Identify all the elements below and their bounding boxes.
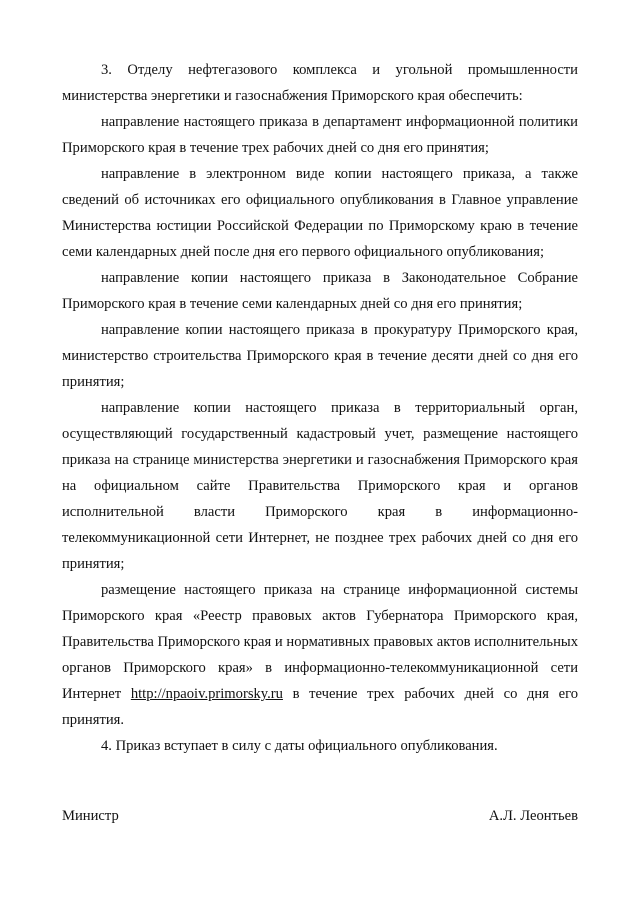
signature-position: Министр — [62, 808, 119, 824]
document-body — [62, 57, 578, 759]
paragraph-prosecutor: направление копии настоящего приказа в прокуратуру Приморского края, министерство строительства Приморского края в течение десяти дней со дня его принятия; — [62, 322, 578, 390]
paragraph-item-4: 4. Приказ вступает в силу с даты официального опубликования. — [101, 738, 498, 754]
paragraph-justice-ministry: направление в электронном виде копии настоящего приказа, а также сведений об источниках его официального опубликования в Главное управление Министерства юстиции Российской Федерации по Приморскому краю в течение семи календарных дней после дня его первого официального опубликования; — [62, 166, 578, 260]
paragraph-info-policy: направление настоящего приказа в департамент информационной политики Приморского края в течение трех рабочих дней со дня его принятия; — [62, 114, 578, 156]
registry-text-after-link: в течение трех рабочих дней со дня его принятия. — [62, 686, 578, 728]
registry-text-before-link: размещение настоящего приказа на странице информационной системы Приморского края «Реестр правовых актов Губернатора Приморского края, Правительства Приморского края и нормативных правовых актов исполнительных органов Приморского края» в информационно-телекоммуникационной сети Интернет — [62, 582, 578, 702]
paragraph-registry — [62, 577, 578, 733]
registry-link[interactable]: http://npaoiv.primorsky.ru — [130, 686, 283, 702]
paragraph-cadastral: направление копии настоящего приказа в территориальный орган, осуществляющий государственный кадастровый учет, размещение настоящего приказа на странице министерства энергетики и газоснабжения Приморского края на официальном сайте Правительства Приморского края и органов исполнительной власти Приморского края в информационно-телекоммуникационной сети Интернет, не позднее трех рабочих дней со дня его принятия; — [62, 400, 578, 572]
signature-block — [62, 803, 578, 829]
signature-name: А.Л. Леонтьев — [488, 808, 578, 824]
paragraph-legislative-assembly: направление копии настоящего приказа в Законодательное Собрание Приморского края в течение семи календарных дней со дня его принятия; — [62, 270, 578, 312]
paragraph-item-3: 3. Отделу нефтегазового комплекса и угольной промышленности министерства энергетики и газоснабжения Приморского края обеспечить: — [62, 62, 578, 104]
